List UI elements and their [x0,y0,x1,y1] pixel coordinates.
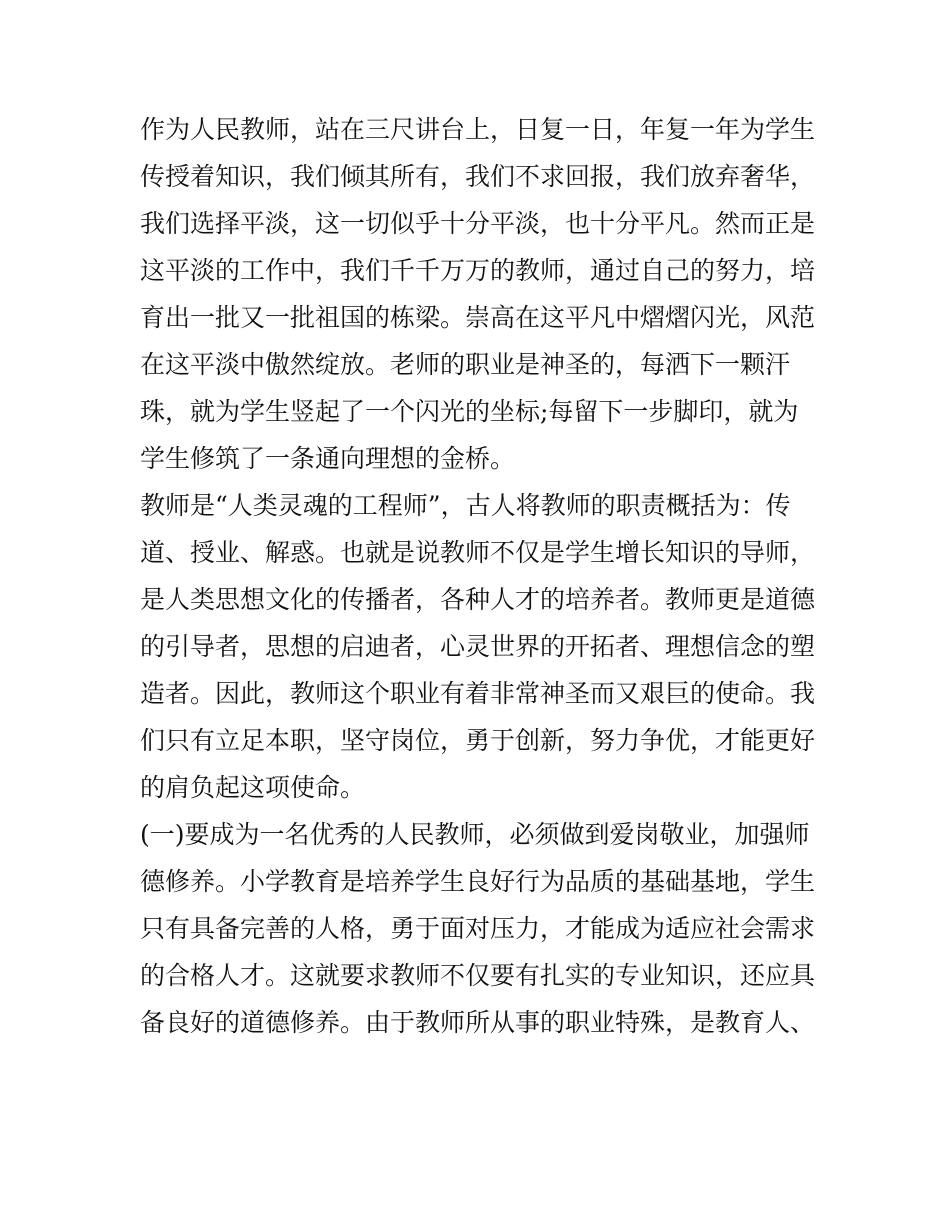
text-line: 备良好的道德修养。由于教师所从事的职业特殊，是教育人、 [140,1008,816,1037]
text-line: 的肩负起这项使命。 [140,773,366,802]
text-line: 只有具备完善的人格，勇于面对压力，才能成为适应社会需求 [140,914,816,943]
text-line: 作为人民教师，站在三尺讲台上，日复一日，年复一年为学生 [140,115,816,144]
text-line: 的引导者，思想的启迪者，心灵世界的开拓者、理想信念的塑 [140,632,816,661]
text-line: 学生修筑了一条通向理想的金桥。 [140,444,516,473]
text-line: 造者。因此，教师这个职业有着非常神圣而又艰巨的使命。我 [140,679,816,708]
body-text [140,106,820,1046]
text-line: 我们选择平淡，这一切似乎十分平淡，也十分平凡。然而正是 [140,209,816,238]
text-line: 在这平淡中傲然绽放。老师的职业是神圣的，每洒下一颗汗 [140,350,791,379]
text-line: (一)要成为一名优秀的人民教师，必须做到爱岗敬业，加强师 [140,820,810,849]
text-line: 德修养。小学教育是培养学生良好行为品质的基础基地，学生 [140,867,816,896]
text-line: 珠，就为学生竖起了一个闪光的坐标;每留下一步脚印，就为 [140,397,799,426]
text-line: 这平淡的工作中，我们千千万万的教师，通过自己的努力，培 [140,256,816,285]
text-line: 教师是“人类灵魂的工程师”，古人将教师的职责概括为：传 [140,491,791,520]
text-line: 传授着知识，我们倾其所有，我们不求回报，我们放弃奢华， [140,162,816,191]
text-line: 是人类思想文化的传播者，各种人才的培养者。教师更是道德 [140,585,816,614]
text-line: 的合格人才。这就要求教师不仅要有扎实的专业知识，还应具 [140,961,816,990]
text-line: 道、授业、解惑。也就是说教师不仅是学生增长知识的导师， [140,538,816,567]
text-line: 育出一批又一批祖国的栋梁。崇高在这平凡中熠熠闪光，风范 [140,303,816,332]
text-line: 们只有立足本职，坚守岗位，勇于创新，努力争优，才能更好 [140,726,816,755]
